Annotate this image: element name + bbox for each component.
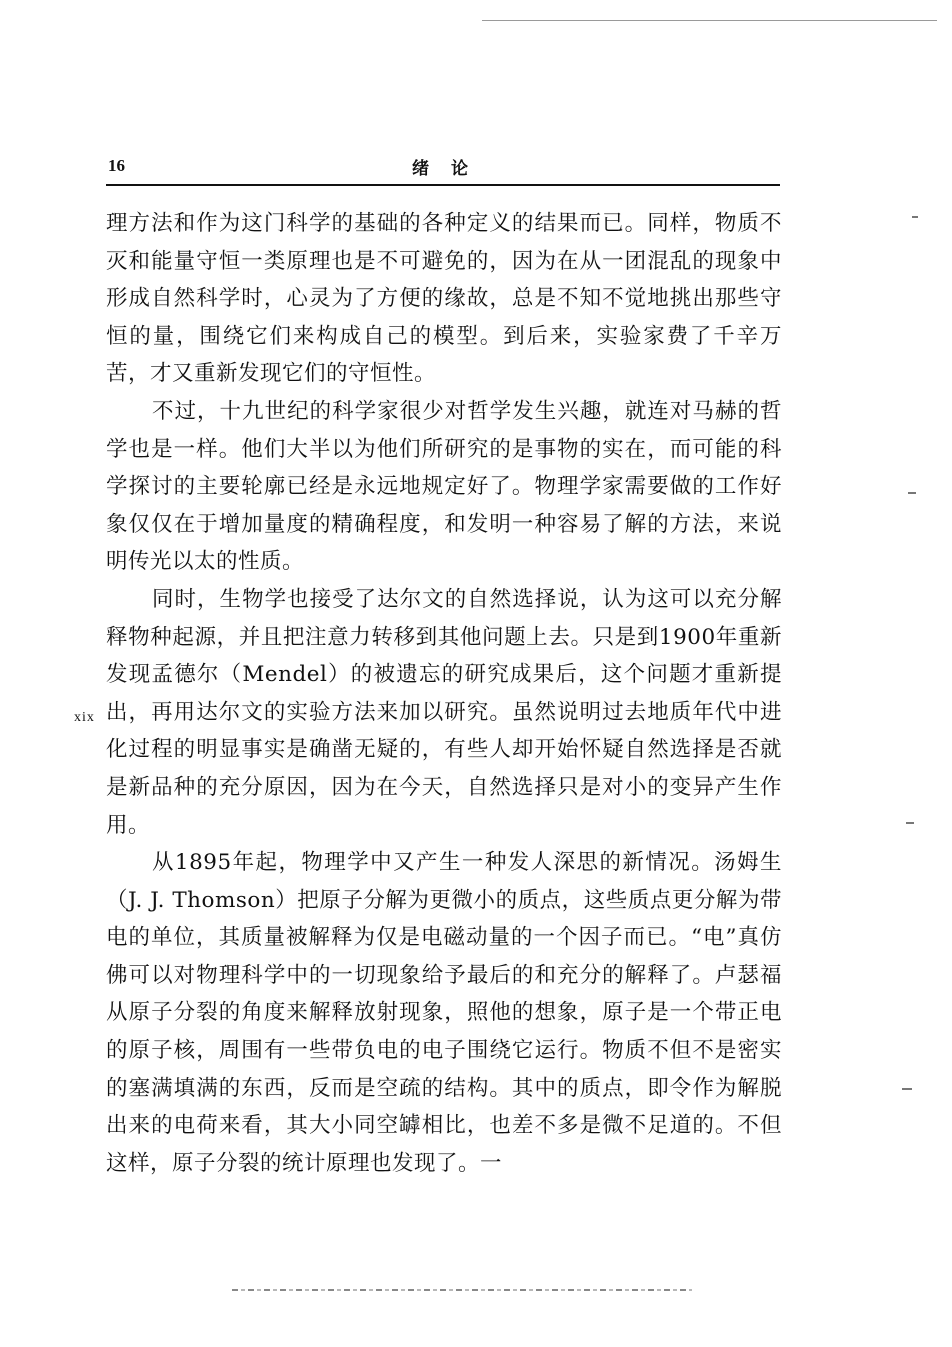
bottom-scan-artifact [232,1289,692,1291]
header-rule [106,184,780,186]
body-text [106,205,782,1182]
scan-speck [906,822,914,824]
paragraph-4: 从1895年起，物理学中又产生一种发人深思的新情况。汤姆生（J. J. Thomson）把原子分解为更微小的质点，这些质点更分解为带电的单位，其质量被解释为仅是电磁动量的一个因子而已。“电”真仿佛可以对物理科学中的一切现象给予最后的和充分的解释了。卢瑟福从原子分裂的角度来解释放射现象，照他的想象，原子是一个带正电的原子核，周围有一些带负电的电子围绕它运行。物质不但不是密实的塞满填满的东西，反而是空疏的结构。其中的质点，即令作为解脱出来的电荷来看，其大小同空罅相比，也差不多是微不足道的。不但这样，原子分裂的统计原理也发现了。一 [106,850,782,1176]
scan-speck [912,216,918,218]
scan-speck [902,1088,912,1090]
paragraph-2: 不过，十九世纪的科学家很少对哲学发生兴趣，就连对马赫的哲学也是一样。他们大半以为他们所研究的是事物的实在，而可能的科学探讨的主要轮廓已经是永远地规定好了。物理学家需要做的工作好象仅仅在于增加量度的精确程度，和发明一种容易了解的方法，来说明传光以太的性质。 [106,398,782,575]
running-title: 绪论 [412,159,490,179]
margin-note: xix [74,710,95,725]
paragraph-1: 理方法和作为这门科学的基础的各种定义的结果而已。同样，物质不灭和能量守恒一类原理也是不可避免的，因为在从一团混乱的现象中形成自然科学时，心灵为了方便的缘故，总是不知不觉地挑出那些守恒的量，围绕它们来构成自己的模型。到后来，实验家费了千辛万苦，才又重新发现它们的守恒性。 [106,211,782,387]
paragraph-3: 同时，生物学也接受了达尔文的自然选择说，认为这可以充分解释物种起源，并且把注意力转移到其他问题上去。只是到1900年重新发现孟德尔（Mendel）的被遗忘的研究成果后，这个问题才重新提出，再用达尔文的实验方法来加以研究。虽然说明过去地质年代中进化过程的明显事实是确凿无疑的，有些人却开始怀疑自然选择是否就是新品种的充分原因，因为在今天，自然选择只是对小的变异产生作用。 [106,586,782,838]
page-number: 16 [108,156,125,175]
scan-speck [908,492,916,494]
top-edge-line [482,20,937,21]
page-header [106,150,780,184]
